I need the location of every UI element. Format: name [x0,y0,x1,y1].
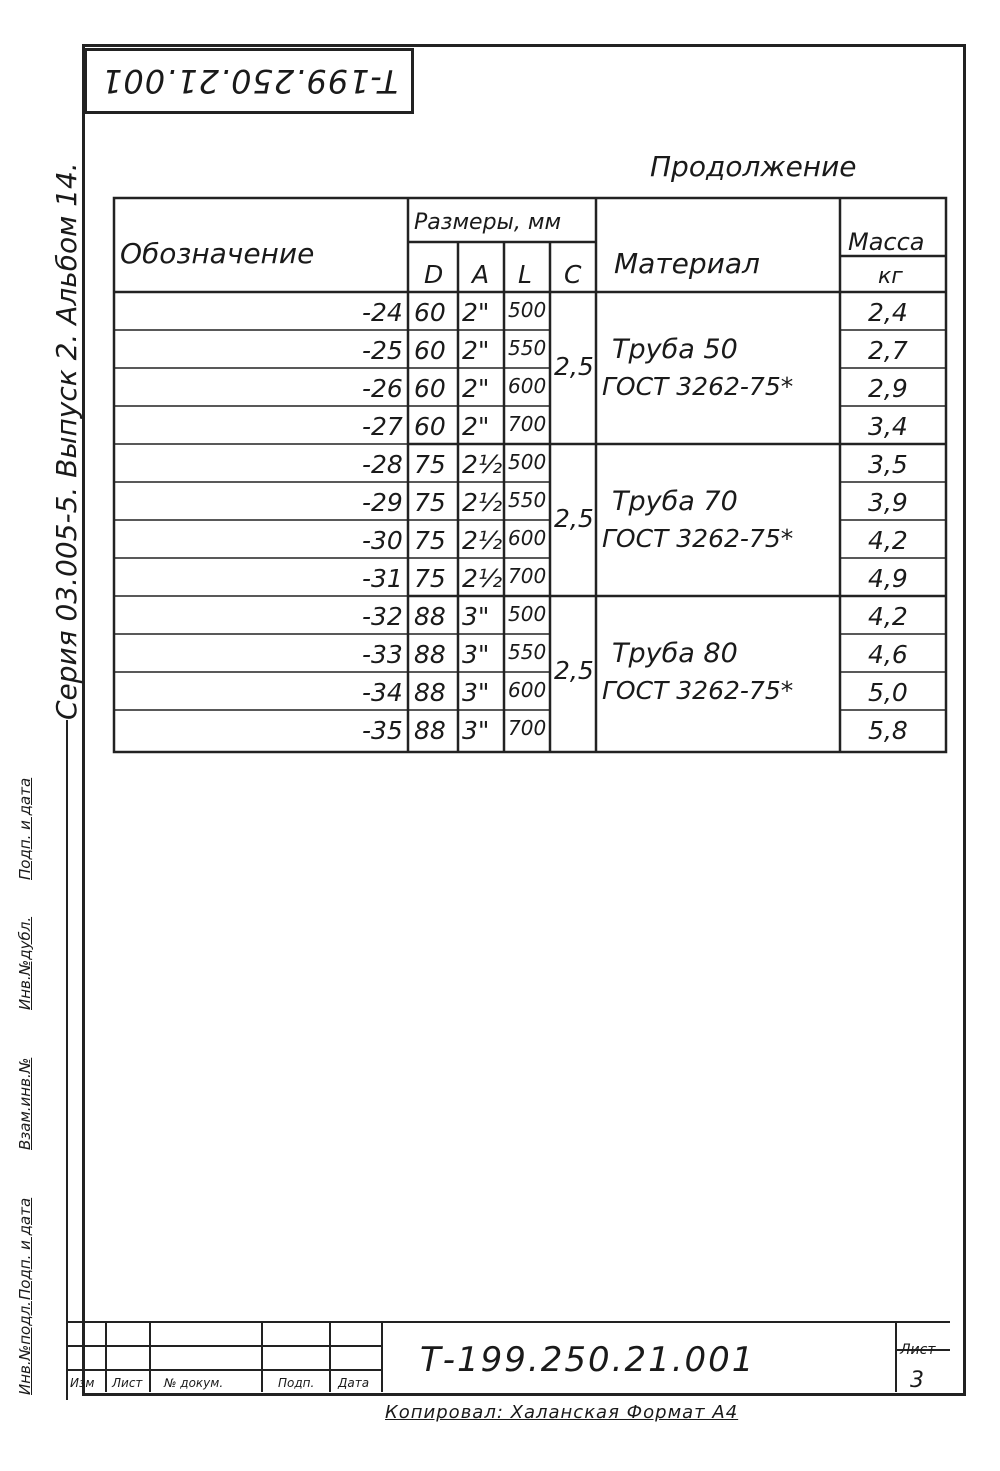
cell-l: 550 [508,488,547,512]
cell-designation: -34 [362,678,403,707]
cell-mass: 3,5 [868,450,908,479]
cell-l: 500 [508,450,547,474]
cell-a: 3" [462,716,490,745]
cell-a: 2" [462,298,490,327]
cell-material-standard: ГОСТ 3262-75* [602,372,794,401]
cell-a: 2½ [462,564,503,593]
header-col-d: D [424,260,444,289]
cell-l: 600 [508,526,547,550]
spec-table [112,196,948,756]
cell-material-pipe: Труба 70 [612,486,738,517]
cell-l: 600 [508,678,547,702]
cell-material-standard: ГОСТ 3262-75* [602,676,794,705]
cell-a: 2½ [462,488,503,517]
cell-l: 550 [508,640,547,664]
title-label-sign: Подп. [278,1376,315,1390]
strip-label-sign-date-2: Подп. и дата [16,777,34,880]
cell-d: 88 [414,678,446,707]
cell-mass: 3,4 [868,412,908,441]
cell-c: 2,5 [554,656,594,685]
cell-mass: 4,2 [868,526,908,555]
cell-l: 600 [508,374,547,398]
sheet-label: Лист [900,1342,936,1358]
cell-designation: -30 [362,526,403,555]
cell-designation: -25 [362,336,403,365]
cell-c: 2,5 [554,352,594,381]
cell-a: 2½ [462,526,503,555]
cell-mass: 5,8 [868,716,908,745]
cell-designation: -31 [362,564,403,593]
bottom-note: Копировал: Халанская Формат А4 [385,1402,739,1423]
cell-designation: -29 [362,488,403,517]
cell-l: 500 [508,298,547,322]
header-col-l: L [518,260,532,289]
cell-designation: -26 [362,374,403,403]
strip-label-vzam-inv: Взам.инв.№ [16,1057,34,1150]
strip-label-inv-podl: Инв.№подл. [16,1301,34,1395]
cell-d: 60 [414,374,446,403]
cell-a: 2" [462,374,490,403]
series-label: Серия 03.005-5. Выпуск 2. Альбом 14. [50,162,83,720]
header-mass: Масса [848,228,925,256]
cell-mass: 5,0 [868,678,908,707]
cell-d: 60 [414,412,446,441]
sheet-number: 3 [910,1368,924,1393]
cell-a: 2" [462,336,490,365]
cell-l: 700 [508,564,547,588]
cell-designation: -27 [362,412,403,441]
cell-designation: -33 [362,640,403,669]
header-mass-unit: кг [878,264,903,289]
cell-material-standard: ГОСТ 3262-75* [602,524,794,553]
cell-d: 75 [414,488,446,517]
cell-mass: 4,6 [868,640,908,669]
cell-d: 60 [414,298,446,327]
header-sizes: Размеры, мм [414,210,562,235]
cell-mass: 4,2 [868,602,908,631]
top-code-box [84,48,414,114]
cell-d: 88 [414,602,446,631]
cell-a: 3" [462,602,490,631]
cell-l: 550 [508,336,547,360]
left-strip-divider [66,720,68,1400]
cell-d: 75 [414,526,446,555]
cell-d: 75 [414,450,446,479]
cell-d: 60 [414,336,446,365]
continuation-label: Продолжение [650,150,857,183]
strip-label-inv-dubl: Инв.№дубл. [16,916,34,1010]
cell-designation: -28 [362,450,403,479]
cell-designation: -24 [362,298,403,327]
cell-d: 88 [414,640,446,669]
header-col-c: C [564,260,582,289]
cell-a: 3" [462,678,490,707]
cell-l: 700 [508,412,547,436]
cell-material-pipe: Труба 80 [612,638,738,669]
cell-d: 75 [414,564,446,593]
cell-mass: 2,9 [868,374,908,403]
cell-mass: 4,9 [868,564,908,593]
title-label-doc: № докум. [164,1376,224,1390]
cell-l: 500 [508,602,547,626]
document-number: Т-199.250.21.001 [420,1340,756,1380]
cell-mass: 2,4 [868,298,908,327]
header-col-a: A [472,260,490,289]
cell-a: 2½ [462,450,503,479]
header-material: Материал [614,247,760,280]
cell-l: 700 [508,716,547,740]
title-label-izm: Изм [70,1376,95,1390]
cell-a: 3" [462,640,490,669]
header-designation: Обозначение [120,237,315,270]
cell-a: 2" [462,412,490,441]
cell-c: 2,5 [554,504,594,533]
title-label-list: Лист [112,1376,143,1390]
cell-designation: -32 [362,602,403,631]
cell-designation: -35 [362,716,403,745]
title-label-date: Дата [338,1376,370,1390]
cell-material-pipe: Труба 50 [612,334,738,365]
top-document-code: T-199.250.21.001 [100,62,398,100]
cell-mass: 2,7 [868,336,908,365]
cell-d: 88 [414,716,446,745]
cell-mass: 3,9 [868,488,908,517]
strip-label-sign-date-1: Подп. и дата [16,1197,34,1300]
